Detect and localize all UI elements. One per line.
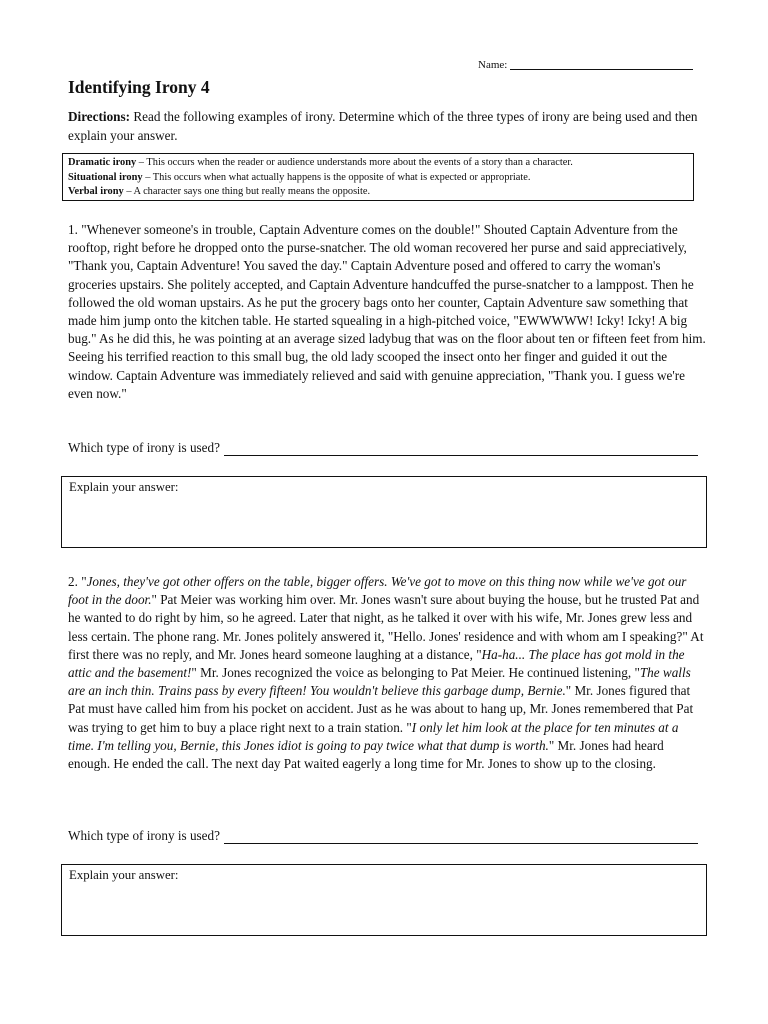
question-2-answer-line[interactable] — [224, 831, 698, 844]
definition-term: Situational irony — [68, 171, 143, 183]
page-title: Identifying Irony 4 — [68, 77, 210, 97]
definition-dramatic — [68, 156, 688, 171]
irony-definitions-box — [62, 153, 694, 201]
passage-segment: " Mr. Jones had heard enough. He ended the call. The next day Pat waited eagerly a long time for Mr. Jones to show up to the closing. — [68, 737, 664, 772]
question-2-passage — [68, 573, 706, 773]
question-1-prompt: Which type of irony is used? — [68, 440, 220, 455]
passage-quote: Ha-ha... The place has got mold in the attic and the basement! — [68, 646, 685, 681]
definition-text: – This occurs when the reader or audience understands more about the events of a story than a character. — [136, 157, 573, 168]
name-field[interactable] — [478, 58, 693, 71]
definition-term: Verbal irony — [68, 186, 124, 197]
passage-quote: Jones, they've got other offers on the table, bigger offers. We've got to move on this thing now while we've got our foot in the door. — [68, 574, 687, 608]
passage-quote: I only let him look at the place for ten minutes at a time. I'm telling you, Bernie, this Jones idiot is going to pay twice what that dump is worth. — [68, 719, 679, 753]
directions-label: Directions: — [68, 109, 131, 124]
definition-text: – A character says one thing but really means the opposite. — [123, 186, 371, 197]
question-2-irony-type[interactable] — [68, 828, 698, 844]
question-2-prompt: Which type of irony is used? — [68, 828, 220, 843]
question-2-explain-label: Explain your answer: — [69, 868, 179, 882]
question-1-passage: 1. "Whenever someone's in trouble, Captain Adventure comes on the double!" Shouted Captain Adventure from the rooftop, right before he dropped onto the purse-snatcher. The old woman recovered her purse and said appreciatively, "Thank you, Captain Adventure! You saved the day." Captain Adventure posed and offered to carry the woman's groceries upstairs. She politely accepted, and Captain Adventure handcuffed the purse-snatcher to a lamppost. Then he followed the old woman upstairs. As he put the grocery bags onto her counter, Captain Adventure saw something that made him jump onto the kitchen table. He started squealing in a high-pitched voice, "EWWWWW! Icky! Icky! A big bug." As he did this, he was pointing at an average sized ladybug that was on the floor about ten or fifteen feet from him. Seeing his terrified reaction to this small bug, the old lady scooped the insect onto her finger and guided it out the window. Captain Adventure was immediately relieved and said with genuine appreciation, "Thank you. I guess we're even now." — [68, 222, 706, 401]
passage-segment: " Mr. Jones recognized the voice as belonging to Pat Meier. He continued listening, " — [191, 665, 640, 681]
definition-situational — [68, 171, 688, 186]
question-1-explain-label: Explain your answer: — [69, 480, 179, 494]
passage-segment: 2. " — [68, 574, 87, 589]
name-label: Name: — [478, 59, 508, 71]
directions-text: Read the following examples of irony. Determine which of the three types of irony are being used and then explain your answer. — [68, 109, 698, 143]
passage-segment: " Pat Meier was working him over. Mr. Jones wasn't sure about buying the house, but he trusted Pat and he wanted to do right by him, so he agreed. Later that night, as he talked it over with his wife, Mr. Jones grew less and less certain. The phone rang. Mr. Jones politely answered it, "Hello. Jones' residence and with whom am I speaking?" At first there was no reply, and Mr. Jones heard someone laughing at a distance, " — [68, 592, 704, 662]
name-blank-line[interactable] — [510, 58, 693, 70]
question-2-explain-box[interactable] — [61, 864, 707, 936]
passage-segment: " Mr. Jones figured that Pat must have called him from his pocket on accident. Just as he was about to hang up, Mr. Jones remembered that Pat was trying to get him to buy a place right next to a train station. " — [68, 683, 694, 735]
question-1-irony-type[interactable] — [68, 440, 698, 456]
definition-verbal — [68, 185, 688, 200]
definition-text: – This occurs when what actually happens is the opposite of what is expected or appropriate. — [142, 171, 531, 183]
definition-term: Dramatic irony — [68, 157, 137, 168]
question-1-answer-line[interactable] — [224, 443, 698, 456]
directions — [68, 108, 704, 145]
passage-quote: The walls are an inch thin. Trains pass by every fifteen! You wouldn't believe this garbage dump, Bernie. — [68, 665, 691, 699]
question-1-explain-box[interactable] — [61, 476, 707, 548]
